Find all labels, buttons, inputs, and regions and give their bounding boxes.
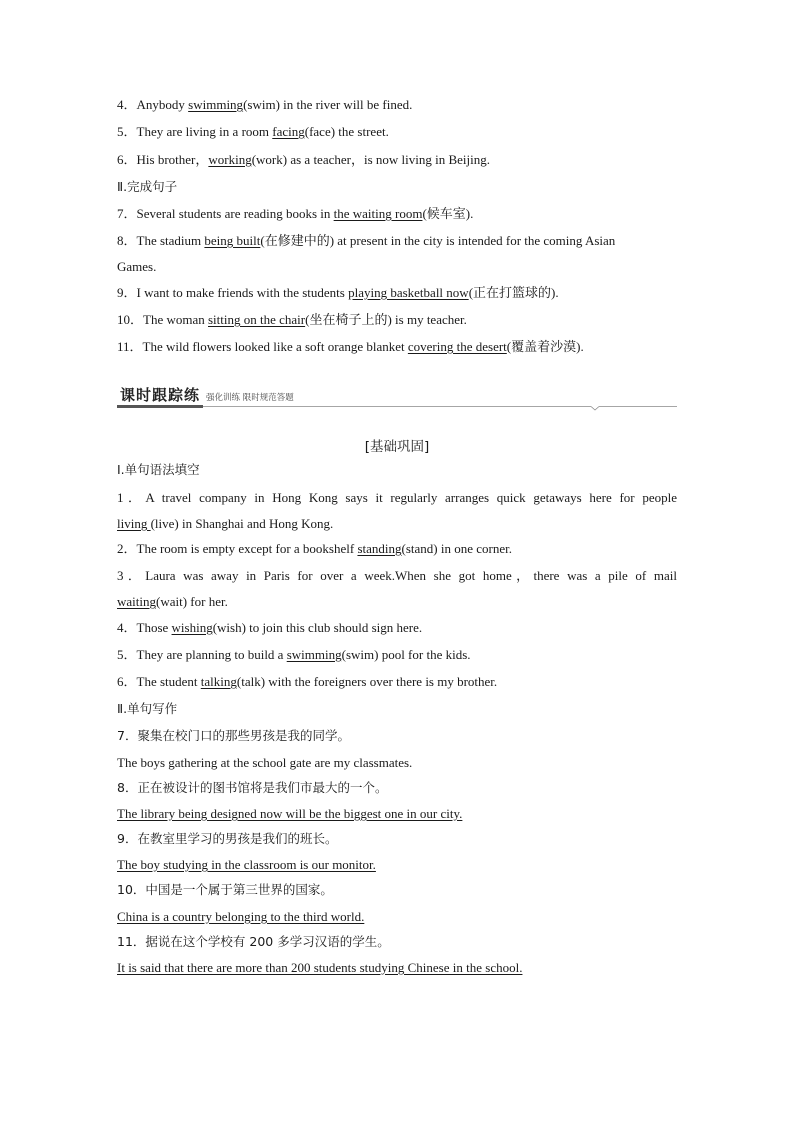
writing-answer-9: The boy studying in the classroom is our monitor. [117,857,376,872]
item-number: 11． [117,339,143,354]
item-text: (坐在椅子上的) is my teacher. [305,312,467,327]
item-number: 2． [117,541,137,556]
item-answer: standing [357,541,402,556]
item-text: Several students are reading books in [136,206,334,221]
item-number: 1． [117,490,146,505]
item-number: 7． [117,206,137,221]
item-text: The room is empty except for a bookshelf [136,541,358,556]
item-answer: the waiting room [333,206,423,221]
exercise-item-5 [117,124,677,140]
writing-answer-7: The boys gathering at the school gate are my classmates. [117,755,413,770]
item-text: (在修建中的) at present in the city is intended for the coming Asian [260,233,616,248]
exercise-item-7 [117,206,677,222]
item-number: 4． [117,97,137,112]
writing-question-10: 10．中国是一个属于第三世界的国家。 [117,882,333,897]
question-3-line1 [117,568,677,584]
item-answer: waiting [117,594,156,609]
question-1-line2 [117,516,677,532]
practice-banner [117,384,677,408]
item-text: Anybody [136,97,189,112]
item-number: 3． [117,568,146,583]
item-text: Laura was away in Paris for over a week.When she got home，there was a pile of mail [145,568,677,583]
question-4 [117,620,677,636]
item-answer: wishing [171,620,213,635]
section-heading: Ⅰ.单句语法填空 [117,462,200,477]
section-title: [基础巩固] [364,439,430,455]
item-number: 9． [117,285,137,300]
item-answer: being built [204,233,261,248]
writing-question-9: 9．在教室里学习的男孩是我们的班长。 [117,831,338,846]
item-text: (覆盖着沙漠). [506,339,584,354]
question-2 [117,541,677,557]
question-5 [117,647,677,663]
exercise-item-10 [117,312,677,328]
item-number: 6． [117,674,137,689]
item-answer: living [117,516,151,531]
item-text: I want to make friends with the students [136,285,349,300]
item-text: The student [136,674,201,689]
writing-answer-10: China is a country belonging to the third world. [117,909,365,924]
item-text: A travel company in Hong Kong says it regularly arranges quick getaways here for people [145,490,677,505]
item-number: 6． [117,152,137,167]
item-text: His brother， [136,152,209,167]
item-text: (stand) in one corner. [401,541,512,556]
exercise-item-6 [117,152,677,168]
item-text: (swim) in the river will be fined. [243,97,413,112]
exercise-item-4 [117,97,677,113]
banner-subtitle: 强化训练 限时规范答题 [206,393,294,403]
exercise-item-11 [117,339,677,355]
item-text: (正在打篮球的). [468,285,559,300]
item-text: (wait) for her. [156,594,228,609]
item-text: (talk) with the foreigners over there is my brother. [236,674,498,689]
item-text: Those [136,620,172,635]
item-answer: facing [272,124,305,139]
item-text: (work) as a teacher，is now living in Beijing. [251,152,490,167]
exercise-item-8 [117,233,677,249]
writing-question-8: 8．正在被设计的图书馆将是我们市最大的一个。 [117,780,388,795]
item-text: The woman [143,312,208,327]
item-text: They are living in a room [136,124,273,139]
item-text: The wild flowers looked like a soft orange blanket [142,339,408,354]
exercise-item-8-cont: Games. [117,259,157,274]
banner-title: 课时跟踪练 [120,386,201,404]
section-heading: Ⅱ.完成句子 [117,179,178,194]
item-number: 8． [117,233,137,248]
section-heading: Ⅱ.单句写作 [117,701,178,716]
item-text: (候车室). [422,206,474,221]
item-answer: talking [200,674,237,689]
item-number: 4． [117,620,137,635]
item-text: (face) the street. [304,124,389,139]
item-number: 10． [117,312,144,327]
item-answer: swimming [286,647,342,662]
question-3-line2 [117,594,677,610]
writing-question-7: 7．聚集在校门口的那些男孩是我的同学。 [117,728,350,743]
item-number: 5． [117,647,137,662]
item-text: (wish) to join this club should sign here. [212,620,423,635]
item-answer: covering the desert [407,339,507,354]
item-answer: working [208,152,252,167]
item-number: 5． [117,124,137,139]
writing-answer-11: It is said that there are more than 200 students studying Chinese in the school. [117,960,523,975]
writing-question-11: 11．据说在这个学校有 200 多学习汉语的学生。 [117,934,390,949]
question-6 [117,674,677,690]
writing-answer-8: The library being designed now will be the biggest one in our city. [117,806,463,821]
exercise-item-9 [117,285,677,301]
item-answer: playing basketball now [348,285,469,300]
item-answer: sitting on the chair [208,312,306,327]
item-text: (swim) pool for the kids. [341,647,471,662]
item-answer: swimming [188,97,244,112]
banner-rule-line [117,404,677,412]
item-text: The stadium [136,233,205,248]
item-text: They are planning to build a [136,647,287,662]
question-1-line1 [117,490,677,506]
item-text: (live) in Shanghai and Hong Kong. [150,516,334,531]
